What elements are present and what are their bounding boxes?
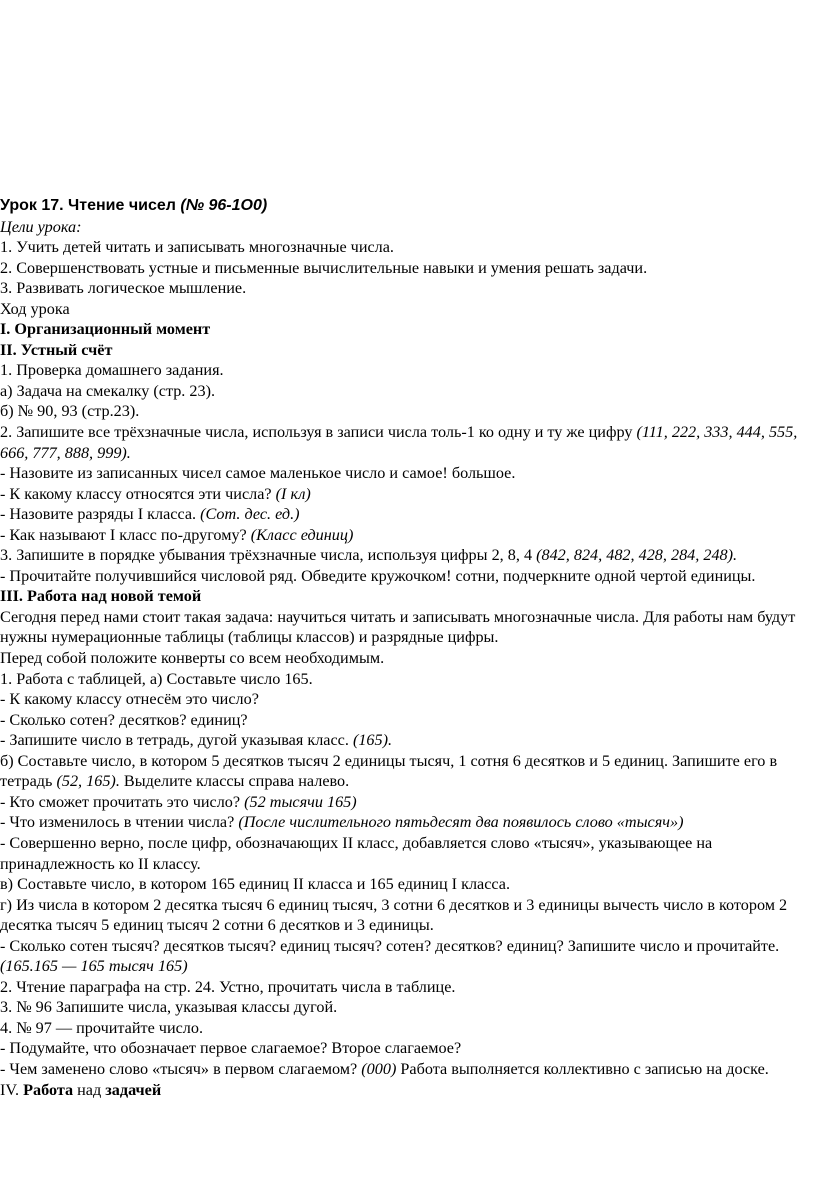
oral-line-7: - Назовите разряды I класса. (Сот. дес. ед.) [0,505,300,524]
goal-3: 3. Развивать логическое мышление. [0,279,247,298]
lesson-title [0,196,812,217]
newtopic-p13: - Сколько сотен тысяч? десятков тысяч? единиц тысяч? сотен? десятков? единиц? Запишите число и прочитайте. (165.165 — 165 тысяч 165) [0,936,780,976]
section-4-heading: IV. Работа над задачей [0,1080,162,1099]
goals-heading: Цели урока: [0,217,82,236]
oral-line-8: - Как называют I класс по-другому? (Класс единиц) [0,525,354,544]
section-1-heading: I. Организационный момент [0,320,211,339]
oral-line-10: - Прочитайте получившийся числовой ряд. Обведите кружочком! сотни, подчеркните одной чертой единицы. [0,566,756,585]
lesson-flow-heading: Ход урока [0,299,70,318]
newtopic-p4: - К какому классу отнесём это число? [0,690,259,709]
oral-line-6: - К какому классу относятся эти числа? (I кл) [0,484,311,503]
lesson-title-ref: (№ 96-1О0) [180,197,268,214]
newtopic-p18: - Чем заменено слово «тысяч» в первом слагаемом? (000) Работа выполняется коллективно с записью на доске. [0,1059,769,1078]
newtopic-p3: 1. Работа с таблицей, а) Составьте число 165. [0,669,313,688]
newtopic-p5: - Сколько сотен? десятков? единиц? [0,710,248,729]
lesson-document [0,196,812,1100]
lesson-title-main: Урок 17. Чтение чисел [0,197,181,214]
goal-2: 2. Совершенствовать устные и письменные вычислительные навыки и умения решать задачи. [0,258,648,277]
oral-line-5: - Назовите из записанных чисел самое маленькое число и самое! большое. [0,464,516,483]
oral-line-9: 3. Запишите в порядке убывания трёхзначные числа, используя цифры 2, 8, 4 (842, 824, 482, 428, 284, 248). [0,546,738,565]
oral-line-3: б) № 90, 93 (стр.23). [0,402,140,421]
newtopic-p16: 4. № 97 — прочитайте число. [0,1018,204,1037]
oral-line-4: 2. Запишите все трёхзначные числа, используя в записи числа толь-1 ко одну и ту же цифру (111, 222, 333, 444, 555, 666, 777, 888, 999). [0,423,798,462]
newtopic-p2: Перед собой положите конверты со всем необходимым. [0,649,385,668]
newtopic-p11: в) Составьте число, в котором 165 единиц II класса и 165 единиц I класса. [0,875,511,894]
goal-1: 1. Учить детей читать и записывать многозначные числа. [0,238,394,257]
newtopic-p10: - Совершенно верно, после цифр, обозначающих II класс, добавляется слово «тысяч», указывающее на принадлежность ко II классу. [0,833,713,873]
oral-line-1: 1. Проверка домашнего задания. [0,361,224,380]
newtopic-p15: 3. № 96 Запишите числа, указывая классы дугой. [0,998,338,1017]
newtopic-p7: б) Составьте число, в котором 5 десятков тысяч 2 единицы тысяч, 1 сотня 6 десятков и 5 единиц. Запишите его в тетрадь (52, 165). Выделите классы справа налево. [0,751,778,791]
newtopic-p8: - Кто сможет прочитать это число? (52 тысячи 165) [0,792,357,811]
newtopic-p6: - Запишите число в тетрадь, дугой указывая класс. (165). [0,731,393,750]
newtopic-p1: Сегодня перед нами стоит такая задача: научиться читать и записывать многозначные числа. Для работы нам будут нужны нумерационные таблицы (таблицы классов) и разрядные цифры. [0,607,796,647]
newtopic-p17: - Подумайте, что обозначает первое слагаемое? Второе слагаемое? [0,1039,462,1058]
newtopic-p12: г) Из числа в котором 2 десятка тысяч 6 единиц тысяч, 3 сотни 6 десятков и 3 единицы вычесть число в котором 2 десятка тысяч 5 единиц тысяч 2 сотни 6 десятков и 3 единицы. [0,895,788,935]
newtopic-p9: - Что изменилось в чтении числа? (После числительного пятьдесят два появилось слово «тысяч») [0,813,684,832]
section-2-heading: II. Устный счёт [0,340,113,359]
oral-line-2: а) Задача на смекалку (стр. 23). [0,381,216,400]
section-3-heading: III. Работа над новой темой [0,587,202,606]
newtopic-p14: 2. Чтение параграфа на стр. 24. Устно, прочитать числа в таблице. [0,977,456,996]
